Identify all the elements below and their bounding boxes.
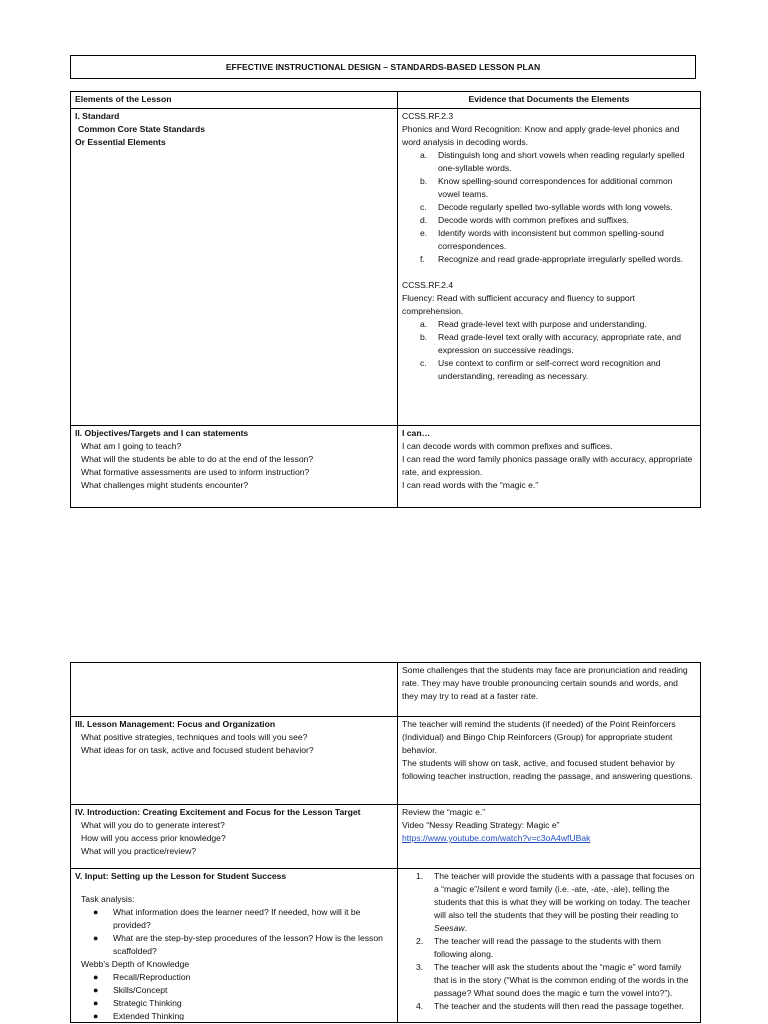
ican-heading: I can…	[402, 428, 431, 438]
list-item	[402, 214, 696, 227]
management-question-2: What ideas for on task, active and focused student behavior?	[81, 745, 314, 755]
standard-code-2: CCSS.RF.2.4	[402, 280, 454, 290]
standard-list-2	[402, 318, 696, 383]
list-item-text: Use context to confirm or self-correct word recognition and understanding, rereading as necessary.	[438, 358, 661, 381]
objectives-cell	[71, 426, 398, 508]
introduction-cell	[71, 805, 398, 869]
col-header-evidence: Evidence that Documents the Elements	[398, 92, 701, 109]
list-item-text: What are the step-by-step procedures of the lesson? How is the lesson scaffolded?	[113, 933, 383, 956]
table-row-objectives	[71, 426, 701, 508]
procedure-step-text: The teacher will read the passage to the students with them following along.	[434, 936, 661, 959]
procedure-step	[402, 961, 696, 1000]
list-item-text: Know spelling-sound correspondences for additional common vowel teams.	[438, 176, 673, 199]
task-analysis-list	[75, 906, 393, 958]
list-item	[75, 932, 393, 958]
list-item	[402, 175, 696, 201]
list-item-marker: e.	[420, 228, 428, 238]
input-heading: V. Input: Setting up the Lesson for Student Success	[75, 871, 287, 881]
list-item	[402, 227, 696, 253]
col-header-elements: Elements of the Lesson	[71, 92, 398, 109]
procedure-step-text: The teacher will provide the students with a passage that focuses on a “magic e”/silent e word family (i.e. -ate, -ate, -ale), telling the students that this is what they will be working on today. The teacher will also tell the students that they will be posting their reading to Seesaw.	[434, 871, 695, 933]
list-item-text: Identify words with inconsistent but common spelling-sound correspondences.	[438, 228, 664, 251]
task-analysis-label: Task analysis:	[81, 894, 135, 904]
table-header-row	[71, 92, 701, 109]
list-item-text: Decode regularly spelled two-syllable words with long vowels.	[438, 202, 673, 212]
list-item-marker: d.	[420, 215, 428, 225]
bullet-icon: ●	[93, 998, 99, 1008]
list-item	[75, 906, 393, 932]
bullet-icon: ●	[93, 985, 99, 995]
video-link[interactable]: https://www.youtube.com/watch?v=c3oA4wfUBak	[402, 833, 591, 843]
procedure-step-marker: 1.	[416, 871, 424, 881]
list-item-marker: a.	[420, 319, 428, 329]
introduction-question-2: How will you access prior knowledge?	[81, 833, 226, 843]
standard-evidence-cell	[398, 109, 701, 426]
objectives-question-2: What will the students be able to do at the end of the lesson?	[81, 454, 314, 464]
standard-line-2: Or Essential Elements	[75, 137, 166, 147]
list-item-text: Skills/Concept	[113, 985, 168, 995]
standard-desc-2: Fluency: Read with sufficient accuracy and fluency to support comprehension.	[402, 293, 635, 316]
list-item-marker: a.	[420, 150, 428, 160]
bullet-icon: ●	[93, 907, 99, 917]
procedure-step-marker: 2.	[416, 936, 424, 946]
list-item-marker: c.	[420, 358, 427, 368]
list-item	[75, 997, 393, 1010]
ican-statement-2: I can read the word family phonics passage orally with accuracy, appropriate rate, and expression.	[402, 454, 693, 477]
standard-line-1: Common Core State Standards	[78, 124, 206, 134]
ican-statement-1: I can decode words with common prefixes and suffices.	[402, 441, 613, 451]
table-row-challenges	[71, 663, 701, 717]
procedure-step-marker: 3.	[416, 962, 424, 972]
list-item-text: Decode words with common prefixes and suffixes.	[438, 215, 629, 225]
list-item	[402, 253, 696, 266]
page-title: EFFECTIVE INSTRUCTIONAL DESIGN – STANDARDS-BASED LESSON PLAN	[70, 55, 696, 79]
list-item-marker: b.	[420, 332, 428, 342]
lesson-plan-table-1	[70, 91, 701, 508]
management-evidence-cell	[398, 717, 701, 805]
procedure-step	[402, 935, 696, 961]
introduction-heading: IV. Introduction: Creating Excitement and Focus for the Lesson Target	[75, 807, 361, 817]
lesson-plan-table-2	[70, 662, 701, 1023]
input-evidence-cell	[398, 869, 701, 1023]
list-item-text: What information does the learner need? If needed, how will it be provided?	[113, 907, 361, 930]
introduction-answer-1: Review the “magic e.”	[402, 807, 486, 817]
procedure-step	[402, 1000, 696, 1013]
list-item-marker: c.	[420, 202, 427, 212]
management-answer-2: The students will show on task, active, and focused student behavior by following teacher instruction, reading the passage, and answering questions.	[402, 758, 693, 781]
challenges-cell: Some challenges that the students may face are pronunciation and reading rate. They may have trouble pronouncing certain sounds and words, and they may try to read at a faster rate.	[398, 663, 701, 717]
management-question-1: What positive strategies, techniques and tools will you see?	[81, 732, 308, 742]
procedure-steps	[402, 870, 696, 1013]
table-row-management	[71, 717, 701, 805]
bullet-icon: ●	[93, 933, 99, 943]
list-item-text: Extended Thinking	[113, 1011, 185, 1020]
list-item-text: Read grade-level text orally with accuracy, appropriate rate, and expression on successive readings.	[438, 332, 681, 355]
dok-label: Webb’s Depth of Knowledge	[81, 959, 190, 969]
standard-heading: I. Standard	[75, 111, 120, 121]
management-answer-1: The teacher will remind the students (if needed) of the Point Reinforcers (Individual) and Bingo Chip Reinforcers (Group) for appropriate student behavior.	[402, 719, 676, 755]
bullet-icon: ●	[93, 972, 99, 982]
table-row-standard	[71, 109, 701, 426]
ican-statement-3: I can read words with the “magic e.”	[402, 480, 539, 490]
introduction-question-3: What will you practice/review?	[81, 846, 197, 856]
list-item-text: Recognize and read grade-appropriate irregularly spelled words.	[438, 254, 684, 264]
table-row-input	[71, 869, 701, 1023]
list-item-text: Recall/Reproduction	[113, 972, 191, 982]
list-item-text: Distinguish long and short vowels when reading regularly spelled one-syllable words.	[438, 150, 685, 173]
procedure-step-text: The teacher and the students will then read the passage together.	[434, 1001, 684, 1011]
list-item	[75, 971, 393, 984]
standard-desc-1: Phonics and Word Recognition: Know and apply grade-level phonics and word analysis in decoding words.	[402, 124, 680, 147]
bullet-icon: ●	[93, 1011, 99, 1020]
list-item	[402, 318, 696, 331]
management-heading: III. Lesson Management: Focus and Organization	[75, 719, 276, 729]
list-item	[75, 1010, 393, 1020]
objectives-question-3: What formative assessments are used to inform instruction?	[81, 467, 310, 477]
table-row-introduction	[71, 805, 701, 869]
introduction-answer-2: Video “Nessy Reading Strategy: Magic e”	[402, 820, 560, 830]
procedure-step	[402, 870, 696, 935]
objectives-evidence-cell	[398, 426, 701, 508]
procedure-step-text: The teacher will ask the students about the “magic e” word family that is in the story (“What is the common ending of the words in the passage? What sound does the magic e turn the vowel into?”).	[434, 962, 689, 998]
challenges-empty-cell	[71, 663, 398, 717]
list-item	[402, 357, 696, 383]
list-item-text: Strategic Thinking	[113, 998, 182, 1008]
list-item-marker: b.	[420, 176, 428, 186]
list-item-text: Read grade-level text with purpose and understanding.	[438, 319, 647, 329]
list-item	[402, 201, 696, 214]
objectives-heading: II. Objectives/Targets and I can statements	[75, 428, 249, 438]
input-cell	[71, 869, 398, 1023]
list-item	[75, 984, 393, 997]
management-cell	[71, 717, 398, 805]
procedure-step-marker: 4.	[416, 1001, 424, 1011]
objectives-question-4: What challenges might students encounter?	[81, 480, 249, 490]
standard-code-1: CCSS.RF.2.3	[402, 111, 454, 121]
standard-cell	[71, 109, 398, 426]
dok-list	[75, 971, 393, 1020]
list-item	[402, 149, 696, 175]
list-item-marker: f.	[420, 254, 425, 264]
introduction-evidence-cell	[398, 805, 701, 869]
list-item	[402, 331, 696, 357]
introduction-question-1: What will you do to generate interest?	[81, 820, 225, 830]
standard-list-1	[402, 149, 696, 266]
objectives-question-1: What am I going to teach?	[81, 441, 182, 451]
